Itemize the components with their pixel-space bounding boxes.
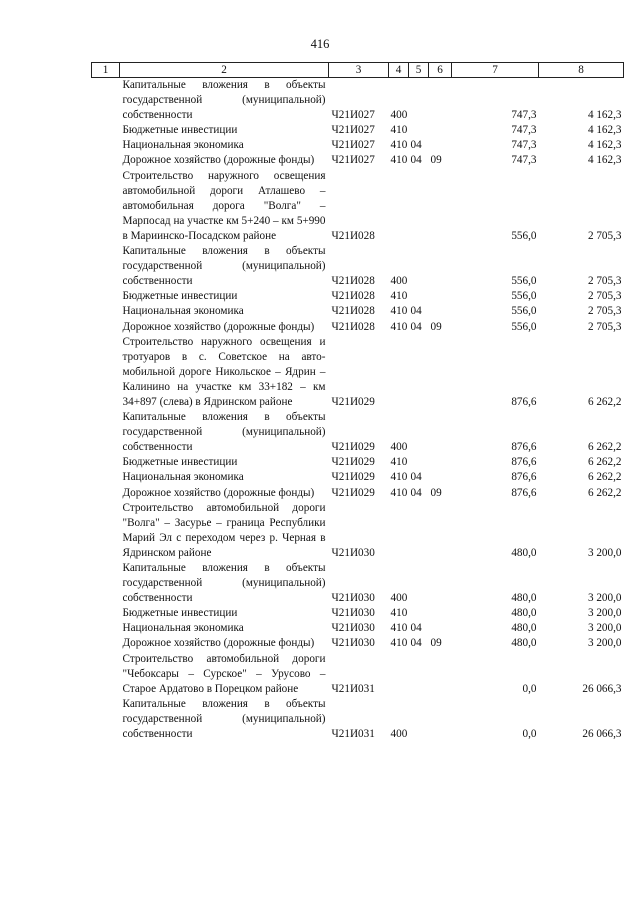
cell-section: 04	[410, 486, 422, 499]
cell-index	[92, 289, 120, 304]
cell-item-name: Национальная экономика	[122, 471, 244, 484]
cell-item-name: Бюджетные инвестиции	[122, 456, 238, 469]
cell-expense-type	[389, 652, 409, 697]
cell-subsection	[429, 621, 452, 636]
cell-subsection	[429, 304, 452, 319]
cell-item-name: Национальная экономика	[122, 622, 244, 635]
cell-index	[92, 78, 120, 124]
cell-amount-col7: 556,0	[511, 275, 537, 288]
cell-index	[92, 501, 120, 561]
cell-expense-type: 400	[390, 275, 408, 288]
cell-item-name: Строительство наружного освещения и тротуаров в с. Советское на автомобильной дороге Никольское – Ядрин – Калинино на участке км 33+182 – км 34+897 (слева) в Ядринском районе	[122, 335, 326, 408]
cell-section	[409, 606, 429, 621]
cell-item-name: Дорожное хозяйство (дорожные фонды)	[122, 154, 315, 167]
cell-target-code: Ч21И028	[331, 320, 375, 333]
cell-target-code: Ч21И029	[331, 441, 375, 454]
cell-item-name: Строительство наружного освещения автомобильной дороги Атлашево – автомобильная дорога "Волга" – Марпосад на участке км 5+240 – км 5+990 в Мариинско-Посадском районе	[122, 169, 326, 242]
cell-amount-col7: 876,6	[511, 395, 537, 408]
cell-amount-col8: 3 200,0	[587, 637, 622, 650]
cell-section	[409, 455, 429, 470]
cell-section: 04	[410, 622, 422, 635]
table-row	[92, 169, 624, 244]
cell-expense-type: 410	[390, 637, 408, 650]
cell-subsection	[429, 501, 452, 561]
cell-target-code: Ч21И027	[331, 139, 375, 152]
cell-expense-type	[389, 335, 409, 410]
cell-target-code: Ч21И029	[331, 471, 375, 484]
cell-expense-type: 410	[390, 305, 408, 318]
cell-index	[92, 123, 120, 138]
cell-item-name: Дорожное хозяйство (дорожные фонды)	[122, 320, 315, 333]
cell-amount-col7: 480,0	[511, 607, 537, 620]
cell-target-code: Ч21И030	[331, 546, 375, 559]
table-row	[92, 304, 624, 319]
cell-subsection	[429, 289, 452, 304]
cell-amount-col7: 556,0	[511, 305, 537, 318]
cell-amount-col7: 480,0	[511, 622, 537, 635]
table-row	[92, 289, 624, 304]
cell-section	[409, 123, 429, 138]
cell-expense-type: 410	[390, 124, 408, 137]
table-row	[92, 606, 624, 621]
table-row	[92, 455, 624, 470]
cell-target-code: Ч21И029	[331, 486, 375, 499]
cell-amount-col8: 26 066,3	[582, 728, 622, 741]
cell-amount-col7: 747,3	[511, 124, 537, 137]
header-cell: 4	[389, 63, 409, 78]
cell-section	[409, 289, 429, 304]
cell-amount-col7: 747,3	[511, 154, 537, 167]
table-row	[92, 244, 624, 289]
cell-amount-col7: 747,3	[511, 139, 537, 152]
table-row	[92, 697, 624, 742]
cell-item-name: Бюджетные инвестиции	[122, 290, 238, 303]
cell-amount-col8: 2 705,3	[587, 275, 622, 288]
cell-item-name: Национальная экономика	[122, 305, 244, 318]
cell-item-name: Дорожное хозяйство (дорожные фонды)	[122, 637, 315, 650]
cell-expense-type: 410	[390, 154, 408, 167]
cell-amount-col7: 876,6	[511, 486, 537, 499]
cell-index	[92, 304, 120, 319]
cell-index	[92, 636, 120, 651]
cell-amount-col8: 6 262,2	[587, 441, 622, 454]
cell-expense-type: 410	[390, 456, 408, 469]
table-row	[92, 470, 624, 485]
cell-item-name: Бюджетные инвестиции	[122, 607, 238, 620]
table-row	[92, 138, 624, 153]
cell-amount-col7: 876,6	[511, 471, 537, 484]
cell-expense-type: 400	[390, 728, 408, 741]
cell-expense-type: 410	[390, 139, 408, 152]
table-row	[92, 486, 624, 501]
cell-subsection	[429, 123, 452, 138]
cell-expense-type: 400	[390, 592, 408, 605]
cell-expense-type	[389, 169, 409, 244]
header-cell: 2	[120, 63, 329, 78]
cell-target-code: Ч21И028	[331, 290, 375, 303]
cell-subsection	[429, 697, 452, 742]
cell-index	[92, 697, 120, 742]
cell-section: 04	[410, 139, 422, 152]
cell-subsection	[429, 335, 452, 410]
cell-amount-col8: 6 262,2	[587, 456, 622, 469]
cell-item-name: Национальная экономика	[122, 139, 244, 152]
cell-target-code: Ч21И029	[331, 456, 375, 469]
cell-subsection: 09	[430, 637, 442, 650]
cell-section: 04	[410, 154, 422, 167]
cell-subsection	[429, 606, 452, 621]
table-row	[92, 636, 624, 651]
cell-index	[92, 652, 120, 697]
cell-expense-type: 410	[390, 320, 408, 333]
table-row	[92, 335, 624, 410]
cell-target-code: Ч21И028	[331, 229, 375, 242]
cell-index	[92, 169, 120, 244]
cell-subsection	[429, 138, 452, 153]
cell-amount-col8: 26 066,3	[582, 682, 622, 695]
table-row	[92, 652, 624, 697]
budget-table	[91, 62, 624, 742]
cell-amount-col8: 6 262,2	[587, 395, 622, 408]
cell-subsection	[429, 410, 452, 455]
cell-item-name: Строительство автомобильной дороги "Чебоксары – Сурское" – Урусово – Старое Ардатово в Порецком районе	[122, 652, 326, 695]
cell-index	[92, 486, 120, 501]
cell-section: 04	[410, 637, 422, 650]
cell-item-name: Капитальные вложения в объекты государственной (муниципальной) собственности	[122, 562, 326, 605]
cell-section	[409, 169, 429, 244]
cell-amount-col8: 3 200,0	[587, 607, 622, 620]
cell-amount-col8: 4 162,3	[587, 124, 622, 137]
cell-subsection	[429, 561, 452, 606]
cell-expense-type: 410	[390, 607, 408, 620]
cell-index	[92, 455, 120, 470]
cell-index	[92, 606, 120, 621]
cell-index	[92, 335, 120, 410]
cell-subsection	[429, 244, 452, 289]
header-cell: 6	[429, 63, 452, 78]
table-row	[92, 410, 624, 455]
cell-section	[409, 335, 429, 410]
cell-amount-col7: 480,0	[511, 592, 537, 605]
cell-amount-col8: 4 162,3	[587, 139, 622, 152]
cell-section	[409, 697, 429, 742]
cell-section	[409, 410, 429, 455]
cell-section: 04	[410, 305, 422, 318]
cell-item-name: Строительство автомобильной дороги "Волга" – Засурье – граница Республики Марий Эл с переходом через р. Черная в Ядринском районе	[122, 501, 326, 559]
header-row	[92, 63, 624, 78]
cell-target-code: Ч21И029	[331, 395, 375, 408]
cell-amount-col8: 4 162,3	[587, 109, 622, 122]
table-row	[92, 621, 624, 636]
cell-expense-type: 410	[390, 471, 408, 484]
cell-amount-col7: 556,0	[511, 229, 537, 242]
table-row	[92, 153, 624, 168]
cell-subsection: 09	[430, 486, 442, 499]
cell-section	[409, 78, 429, 124]
header-cell: 1	[92, 63, 120, 78]
cell-expense-type: 410	[390, 486, 408, 499]
cell-target-code: Ч21И030	[331, 592, 375, 605]
cell-target-code: Ч21И028	[331, 305, 375, 318]
cell-amount-col7: 480,0	[511, 637, 537, 650]
cell-section: 04	[410, 320, 422, 333]
cell-expense-type: 400	[390, 109, 408, 122]
cell-item-name: Бюджетные инвестиции	[122, 124, 238, 137]
cell-subsection: 09	[430, 154, 442, 167]
cell-amount-col8: 2 705,3	[587, 320, 622, 333]
header-cell: 3	[329, 63, 389, 78]
cell-target-code: Ч21И027	[331, 124, 375, 137]
cell-index	[92, 244, 120, 289]
cell-subsection	[429, 169, 452, 244]
cell-item-name: Капитальные вложения в объекты государственной (муниципальной) собственности	[122, 245, 326, 288]
cell-target-code: Ч21И027	[331, 109, 375, 122]
cell-target-code: Ч21И027	[331, 154, 375, 167]
cell-amount-col8: 6 262,2	[587, 471, 622, 484]
cell-expense-type	[389, 501, 409, 561]
table-row	[92, 501, 624, 561]
page-number: 416	[310, 37, 330, 51]
cell-subsection	[429, 78, 452, 124]
cell-section	[409, 501, 429, 561]
cell-subsection: 09	[430, 320, 442, 333]
cell-expense-type: 410	[390, 290, 408, 303]
cell-amount-col8: 3 200,0	[587, 546, 622, 559]
cell-amount-col7: 876,6	[511, 441, 537, 454]
table-body	[92, 78, 624, 743]
cell-item-name: Дорожное хозяйство (дорожные фонды)	[122, 486, 315, 499]
cell-expense-type: 400	[390, 441, 408, 454]
cell-target-code: Ч21И030	[331, 637, 375, 650]
cell-section	[409, 244, 429, 289]
table-header	[92, 63, 624, 78]
cell-amount-col7: 0,0	[522, 682, 537, 695]
cell-amount-col7: 0,0	[522, 728, 537, 741]
cell-section	[409, 652, 429, 697]
cell-target-code: Ч21И031	[331, 682, 375, 695]
header-cell: 8	[539, 63, 624, 78]
cell-index	[92, 561, 120, 606]
cell-amount-col8: 4 162,3	[587, 154, 622, 167]
cell-amount-col7: 747,3	[511, 109, 537, 122]
cell-subsection	[429, 455, 452, 470]
cell-item-name: Капитальные вложения в объекты государственной (муниципальной) собственности	[122, 697, 326, 741]
cell-target-code: Ч21И030	[331, 607, 375, 620]
cell-amount-col8: 6 262,2	[587, 486, 622, 499]
table-row	[92, 561, 624, 606]
cell-index	[92, 320, 120, 335]
cell-subsection	[429, 652, 452, 697]
cell-amount-col8: 3 200,0	[587, 622, 622, 635]
cell-index	[92, 138, 120, 153]
table-row	[92, 320, 624, 335]
cell-index	[92, 410, 120, 455]
cell-amount-col7: 480,0	[511, 546, 537, 559]
table-row	[92, 123, 624, 138]
cell-amount-col8: 3 200,0	[587, 592, 622, 605]
cell-subsection	[429, 470, 452, 485]
cell-item-name: Капитальные вложения в объекты государственной (муниципальной) собственности	[122, 411, 326, 454]
cell-amount-col8: 2 705,3	[587, 290, 622, 303]
cell-section: 04	[410, 471, 422, 484]
cell-index	[92, 470, 120, 485]
cell-expense-type: 410	[390, 622, 408, 635]
cell-target-code: Ч21И028	[331, 275, 375, 288]
cell-target-code: Ч21И031	[331, 728, 375, 741]
header-cell: 7	[452, 63, 539, 78]
cell-target-code: Ч21И030	[331, 622, 375, 635]
header-cell: 5	[409, 63, 429, 78]
cell-index	[92, 153, 120, 168]
cell-amount-col8: 2 705,3	[587, 229, 622, 242]
cell-amount-col7: 556,0	[511, 320, 537, 333]
cell-item-name: Капитальные вложения в объекты государственной (муниципальной) собственности	[122, 79, 326, 122]
cell-amount-col7: 556,0	[511, 290, 537, 303]
table-row	[92, 78, 624, 124]
cell-amount-col7: 876,6	[511, 456, 537, 469]
cell-section	[409, 561, 429, 606]
cell-index	[92, 621, 120, 636]
cell-amount-col8: 2 705,3	[587, 305, 622, 318]
